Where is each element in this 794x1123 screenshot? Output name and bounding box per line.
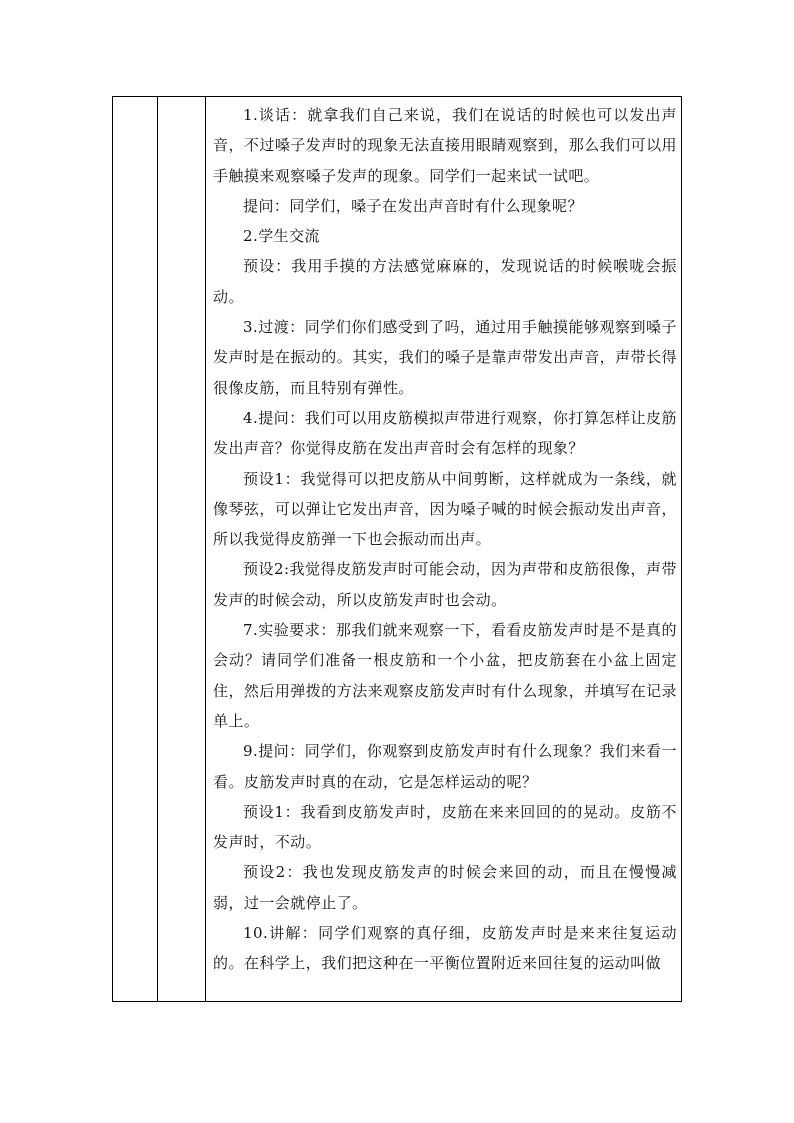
paragraph-question-rubber-band: 4.提问：我们可以用皮筋模拟声带进行观察，你打算怎样让皮筋发出声音？你觉得皮筋在发出声音时会有怎样的现象？ <box>213 408 677 458</box>
paragraph-observation-preset-2: 预设2：我也发现皮筋发声的时候会来回的动，而且在慢慢减弱，过一会就停止了。 <box>213 863 677 912</box>
paragraph-preset-1: 预设1：我觉得可以把皮筋从中间剪断，这样就成为一条线，就像琴弦，可以弹让它发出声音，因为嗓子喊的时候会振动发出声音，所以我觉得皮筋弹一下也会振动而出声。 <box>213 469 677 549</box>
paragraph-question-observation: 9.提问：同学们，你观察到皮筋发声时有什么现象？我们来看一看。皮筋发声时真的在动，它是怎样运动的呢？ <box>213 742 677 791</box>
lesson-table <box>112 96 682 1002</box>
paragraph-observation-preset-1: 预设1：我看到皮筋发声时，皮筋在来来回回的的晃动。皮筋不发声时，不动。 <box>213 802 677 852</box>
paragraph-transition: 3.过渡：同学们你们感受到了吗，通过用手触摸能够观察到嗓子发声时是在振动的。其实，我们的嗓子是靠声带发出声音，声带长得很像皮筋，而且特别有弹性。 <box>213 318 677 397</box>
paragraph-talk: 1.谈话：就拿我们自己来说，我们在说话的时候也可以发出声音，不过嗓子发声时的现象无法直接用眼睛观察到，那么我们可以用手触摸来观察嗓子发声的现象。同学们一起来试一试吧。 <box>213 106 677 185</box>
content-cell <box>206 97 682 1002</box>
paragraph-experiment-requirements: 7.实验要求：那我们就来观察一下，看看皮筋发声时是不是真的会动？请同学们准备一根皮筋和一个小盆，把皮筋套在小盆上固定住，然后用弹拨的方法来观察皮筋发声时有什么现象，并填写在记录单上。 <box>213 621 677 730</box>
empty-cell-left <box>113 97 158 1002</box>
table-row <box>113 97 682 1002</box>
paragraph-student-exchange: 2.学生交流 <box>243 227 321 246</box>
paragraph-question-throat: 提问：同学们，嗓子在发出声音时有什么现象呢？ <box>243 196 583 215</box>
paragraph-explanation: 10.讲解：同学们观察的真仔细，皮筋发声时是来来往复运动的。在科学上，我们把这种在一平衡位置附近来回往复的运动叫做 <box>213 924 677 973</box>
paragraph-preset-2: 预设2:我觉得皮筋发声时可能会动，因为声带和皮筋很像，声带发声的时候会动，所以皮筋发声时也会动。 <box>213 560 677 609</box>
empty-cell-middle <box>158 97 206 1002</box>
paragraph-preset-throat: 预设：我用手摸的方法感觉麻麻的，发现说话的时候喉咙会振动。 <box>213 257 677 306</box>
